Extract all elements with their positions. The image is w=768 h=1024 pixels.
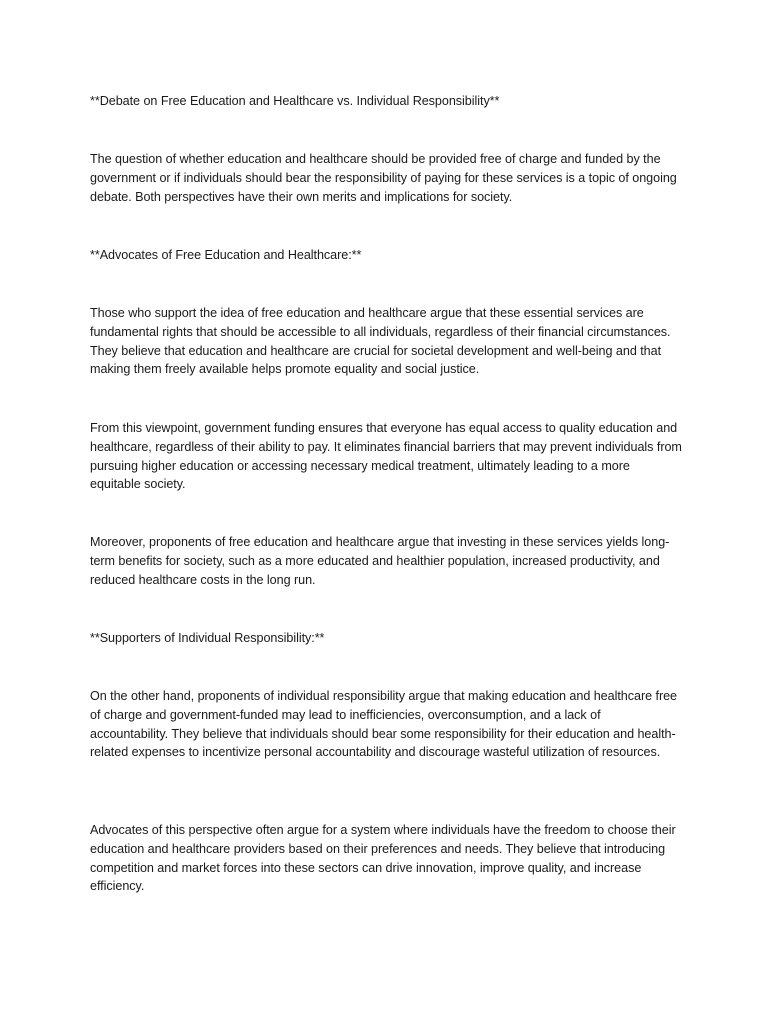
- advocates-paragraph-3: Moreover, proponents of free education and healthcare argue that investing in these services yields long-term benefits for society, such as a more educated and healthier population, increased productivity, and reduced healthcare costs in the long run.: [90, 535, 670, 587]
- advocates-heading: **Advocates of Free Education and Healthcare:**: [90, 248, 362, 262]
- advocates-paragraph-1: Those who support the idea of free education and healthcare argue that these essential services are fundamental rights that should be accessible to all individuals, regardless of their financial circumstances. They believe that education and healthcare are crucial for societal development and well-being and that making them freely available helps promote equality and social justice.: [90, 306, 671, 377]
- supporters-paragraph-2: Advocates of this perspective often argue for a system where individuals have the freedom to choose their education and healthcare providers based on their preferences and needs. They believe that introducing competition and market forces into these sectors can drive innovation, improve quality, and increase efficiency.: [90, 823, 676, 894]
- document-title: **Debate on Free Education and Healthcare vs. Individual Responsibility**: [90, 94, 500, 108]
- supporters-paragraph-1: On the other hand, proponents of individual responsibility argue that making education and healthcare free of charge and government-funded may lead to inefficiencies, overconsumption, and a lack of accountability. They believe that individuals should bear some responsibility for their education and health-related expenses to incentivize personal accountability and discourage wasteful utilization of resources.: [90, 689, 677, 760]
- intro-paragraph: The question of whether education and healthcare should be provided free of charge and funded by the government or if individuals should bear the responsibility of paying for these services is a topic of ongoing debate. Both perspectives have their own merits and implications for society.: [90, 152, 677, 204]
- advocates-paragraph-2: From this viewpoint, government funding ensures that everyone has equal access to quality education and healthcare, regardless of their ability to pay. It eliminates financial barriers that may prevent individuals from pursuing higher education or accessing necessary medical treatment, ultimately leading to a more equitable society.: [90, 421, 682, 492]
- supporters-heading: **Supporters of Individual Responsibility:**: [90, 631, 325, 645]
